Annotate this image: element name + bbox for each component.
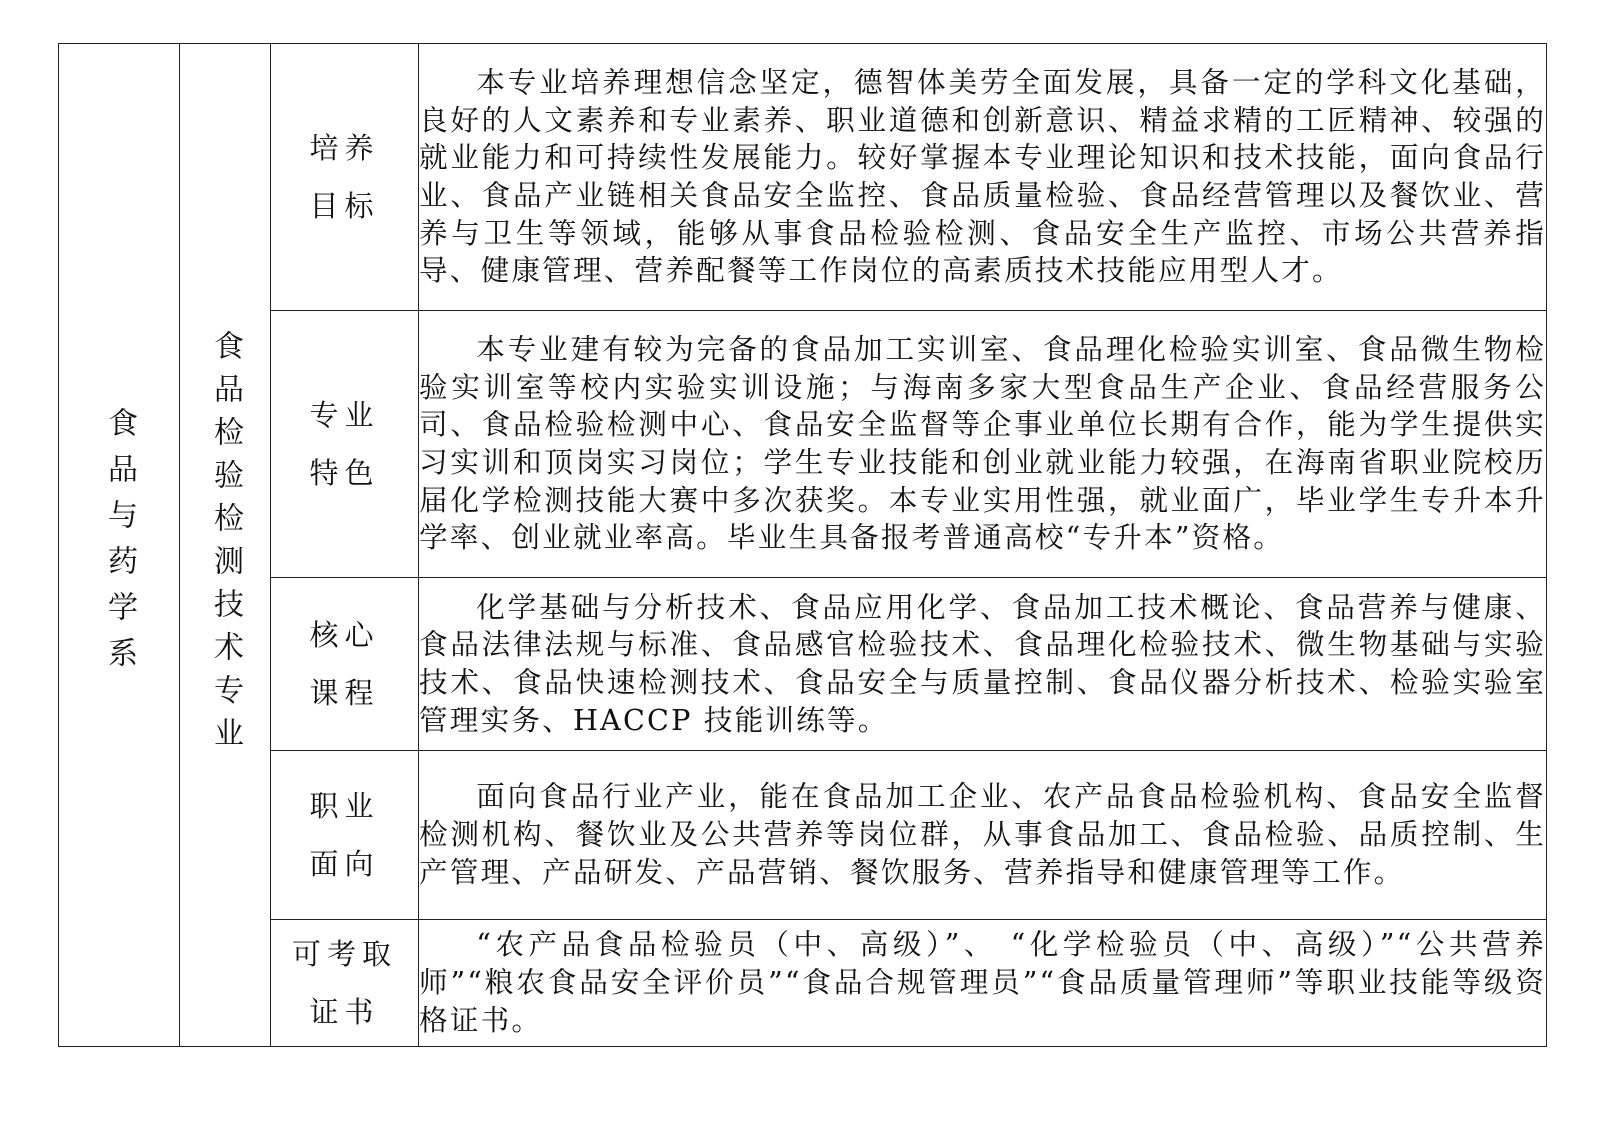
- row-label-core-courses: [271, 578, 419, 751]
- training-goal-text: 本专业培养理想信念坚定，德智体美劳全面发展，具备一定的学科文化基础，良好的人文素养和专业素养、职业道德和创新意识、精益求精的工匠精神、较强的就业能力和可持续性发展能力。较好掌握本专业理论知识和技术技能，面向食品行业、食品产业链相关食品安全监控、食品质量检验、食品经营管理以及餐饮业、营养与卫生等领域，能够从事食品检验检测、食品安全生产监控、市场公共营养指导、健康管理、营养配餐等工作岗位的高素质技术技能应用型人才。: [419, 64, 1546, 288]
- row-label-line: 核心: [309, 618, 380, 652]
- department-name: 食品与药学系: [102, 407, 137, 683]
- row-content-career-orientation: [419, 751, 1547, 920]
- row-content-core-courses: [419, 578, 1547, 751]
- major-info-table: [58, 43, 1547, 1047]
- row-label-line: 可考取: [291, 937, 397, 971]
- table-row-career-orientation: [59, 751, 1547, 920]
- row-label-line: 面向: [309, 847, 380, 881]
- major-cell: [180, 44, 271, 1047]
- row-label-line: 课程: [309, 676, 380, 710]
- row-label-major-features: [271, 311, 419, 578]
- certificates-text: “农产品食品检验员（中、高级）”、 “化学检验员（中、高级）”“公共营养师”“粮农食品安全评价员”“食品合规管理员”“食品质量管理师”等职业技能等级资格证书。: [419, 927, 1546, 1037]
- row-label-line: 专业: [309, 398, 380, 432]
- table-row-training-goal: [59, 44, 1547, 311]
- row-label-line: 特色: [309, 456, 380, 490]
- department-cell: [59, 44, 180, 1047]
- core-courses-text: 化学基础与分析技术、食品应用化学、食品加工技术概论、食品营养与健康、食品法律法规与标准、食品感官检验技术、食品理化检验技术、微生物基础与实验技术、食品快速检测技术、食品安全与质量控制、食品仪器分析技术、检验实验室管理实务、HACCP 技能训练等。: [419, 589, 1546, 737]
- table-row-certificates: [59, 920, 1547, 1047]
- row-label-career-orientation: [271, 751, 419, 920]
- major-features-text: 本专业建有较为完备的食品加工实训室、食品理化检验实训室、食品微生物检验实训室等校内实验实训设施；与海南多家大型食品生产企业、食品经营服务公司、食品检验检测中心、食品安全监督等企事业单位长期有合作，能为学生提供实习实训和顶岗实习岗位；学生专业技能和创业就业能力较强，在海南省职业院校历届化学检测技能大赛中多次获奖。本专业实用性强，就业面广，毕业学生专升本升学率、创业就业率高。毕业生具备报考普通高校“专升本”资格。: [419, 331, 1546, 555]
- row-label-certificates: [271, 920, 419, 1047]
- table-row-core-courses: [59, 578, 1547, 751]
- row-label-line: 职业: [309, 789, 380, 823]
- row-label-training-goal: [271, 44, 419, 311]
- row-content-training-goal: [419, 44, 1547, 311]
- career-orientation-text: 面向食品行业产业，能在食品加工企业、农产品食品检验机构、食品安全监督检测机构、餐饮业及公共营养等岗位群，从事食品加工、食品检验、品质控制、生产管理、产品研发、产品营销、餐饮服务、营养指导和健康管理等工作。: [419, 779, 1546, 889]
- row-label-line: 证书: [309, 995, 380, 1029]
- major-name: 食品检验检测技术专业: [208, 330, 243, 760]
- row-content-major-features: [419, 311, 1547, 578]
- row-content-certificates: [419, 920, 1547, 1047]
- table-row-major-features: [59, 311, 1547, 578]
- row-label-line: 目标: [309, 189, 380, 223]
- row-label-line: 培养: [309, 131, 380, 165]
